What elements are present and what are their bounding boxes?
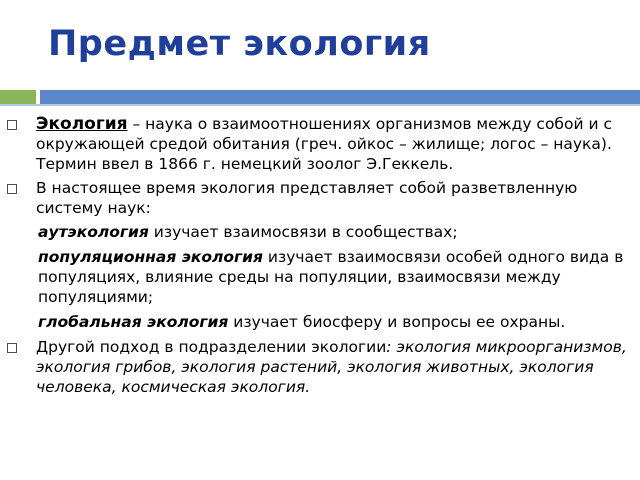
accent-underline	[0, 104, 640, 106]
accent-bar-green	[0, 90, 36, 104]
slide-title: Предмет экология	[48, 24, 431, 64]
term-ecology: Экология	[36, 114, 128, 134]
square-bullet-icon	[7, 120, 17, 130]
autecology-text: изучает взаимосвязи в сообществах;	[148, 223, 458, 241]
sub-item-global-ecology	[0, 312, 630, 332]
square-bullet-icon	[7, 343, 17, 353]
accent-bar-blue	[40, 90, 640, 104]
slide-body	[0, 114, 630, 401]
other-approach-list: : экология микроорганизмов, экология грибов, экология растений, экология животных, экология человека, космическая экология.	[36, 338, 627, 396]
system-text: В настоящее время экология представляет собой разветвленную систему наук:	[36, 179, 578, 217]
term-global-ecology: глобальная экология	[38, 313, 229, 331]
sub-item-autecology	[0, 222, 630, 242]
term-population-ecology: популяционная экология	[38, 248, 263, 266]
other-approach-text: Другой подход в подразделении экологии	[36, 338, 387, 356]
definition-text: – наука о взаимоотношениях организмов между собой и с окружающей средой обитания (греч. ойкос – жилище; логос – наука). Термин ввел в 1866 г. немецкий зоолог Э.Геккель.	[36, 115, 612, 173]
population-ecology-text: изучает взаимосвязи особей одного вида в популяциях, влияние среды на популяции, взаимосвязи между популяциями;	[38, 248, 624, 306]
bullet-item-definition	[0, 114, 630, 174]
bullet-item-system	[0, 178, 630, 218]
global-ecology-text: изучает биосферу и вопросы ее охраны.	[228, 313, 566, 331]
term-autecology: аутэкология	[38, 223, 149, 241]
sub-item-population-ecology	[0, 247, 630, 307]
bullet-item-other-approach	[0, 337, 630, 397]
square-bullet-icon	[7, 184, 17, 194]
